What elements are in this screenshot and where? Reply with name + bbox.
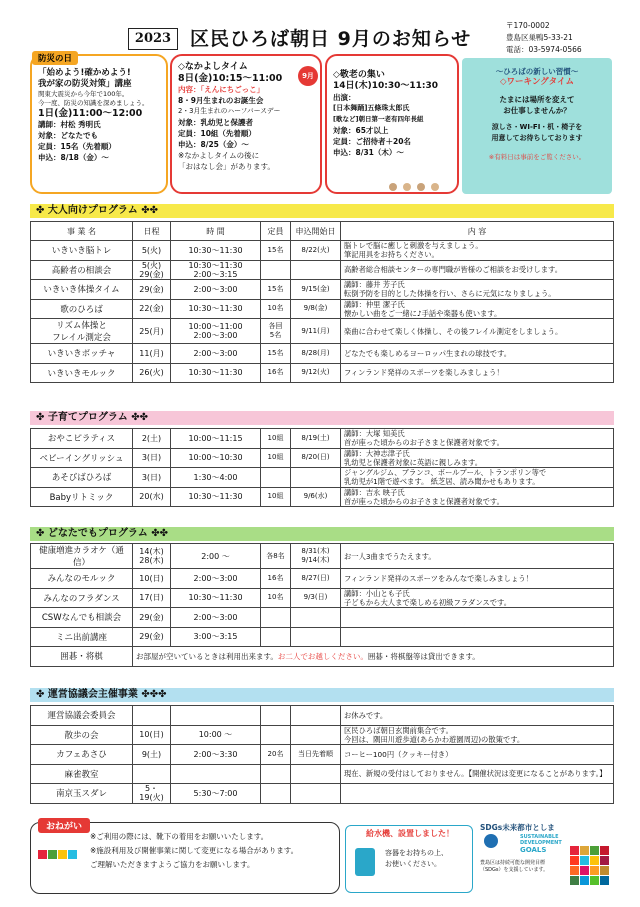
nakayoshi-theme: 内容：「えんにちごっこ」 <box>178 85 265 94</box>
section-kids-title: 子育てプログラム <box>47 412 128 423</box>
th-cap: 定員 <box>261 222 291 241</box>
disaster-desc-2: 今一度、防災の知識を深めましょう。 <box>38 99 149 107</box>
cell-date: 29(金) <box>133 608 171 628</box>
cell-cap: 16名 <box>261 569 291 589</box>
cell-time: 10:30～11:30 <box>171 299 261 319</box>
disaster-prep-content <box>38 68 166 163</box>
nakayoshi-target: 対象：乳幼児と保護者 <box>178 118 253 127</box>
cell-name: CSWなんでも相談会 <box>31 608 133 628</box>
cell-date: 14(木) 28(木) <box>133 544 171 569</box>
elderly-performer-2: [歌など]朝日第一老有四年長組 <box>333 115 424 123</box>
cell-content: お一人3曲までうたえます。 <box>341 544 614 569</box>
cell-apply: 8/28(月) <box>291 344 341 364</box>
table-row <box>31 468 614 488</box>
kids-table <box>30 428 614 507</box>
cell-time: 10:30～11:30 <box>171 487 261 507</box>
table-row <box>31 706 614 726</box>
cell-apply <box>291 706 341 726</box>
nakayoshi-apply: 申込：8/25（金）～ <box>178 140 249 149</box>
cell-cap <box>261 608 291 628</box>
disaster-date: 1日(金)11:00～12:00 <box>38 108 143 119</box>
cell-name: みんなのフラダンス <box>31 588 133 608</box>
cell-cap <box>261 725 291 745</box>
cell-content: 講師：藤井 芳子氏 転倒予防を目的とした体操を行い、さらに元気になりましょう。 <box>341 280 614 300</box>
cell-time: 2:00 ～ <box>171 544 261 569</box>
nakayoshi-date: 8日(金)10:15～11:00 <box>178 73 283 84</box>
cell-name: いきいき体操タイム <box>31 280 133 300</box>
notice-content <box>90 830 338 872</box>
cell-cap <box>261 627 291 647</box>
water-title: 給水機、設置しました！ <box>366 829 454 838</box>
table-row <box>31 363 614 383</box>
igo-text-1: お部屋が空いているときは利用出来ます。 <box>136 651 278 661</box>
cell-content: コーヒー100円（クッキー付き） <box>341 745 614 765</box>
cell-time: 1:30～4:00 <box>171 468 261 488</box>
table-row <box>31 544 614 569</box>
table-row <box>31 569 614 589</box>
cell-cap: 10名 <box>261 299 291 319</box>
cell-time: 10:00 ～ <box>171 725 261 745</box>
nakayoshi-title: ◇なかよしタイム <box>178 62 248 72</box>
table-row <box>31 344 614 364</box>
table-row <box>31 299 614 319</box>
table-row <box>31 241 614 261</box>
cell-time: 10:00～10:30 <box>171 448 261 468</box>
notice-line-3: ご理解いただきますようご協力をお願いします。 <box>90 860 255 869</box>
cell-content: 講師：大塚 知美氏 首が座った頃からのお子さまと保護者対象です。 <box>341 429 614 449</box>
cell-date: 26(火) <box>133 363 171 383</box>
elderly-content <box>333 70 457 158</box>
working-title: ◇ワーキングタイム <box>500 77 574 87</box>
th-name: 事 業 名 <box>31 222 133 241</box>
notice-line-2: ※施設利用及び開催事業に関して変更になる場合があります。 <box>90 846 299 855</box>
cell-date: 29(金) <box>133 627 171 647</box>
cell-date: 5(火) 29(金) <box>133 260 171 280</box>
cell-name: いきいきモルック <box>31 363 133 383</box>
phone: 電話：03-5974-0566 <box>506 45 582 54</box>
cell-apply: 8/31(木) 9/14(木) <box>291 544 341 569</box>
table-row <box>31 429 614 449</box>
cell-content: どなたでも楽しめるヨーロッパ生まれの球技です。 <box>341 344 614 364</box>
cell-time: 2:00～3:00 <box>171 344 261 364</box>
cell-name: ミニ出前講座 <box>31 627 133 647</box>
section-council-title: 運営協議会主催事業 <box>47 689 138 700</box>
cell-cap: 各8名 <box>261 544 291 569</box>
elderly-target: 対象：65才以上 <box>333 126 389 135</box>
postal-code: 〒170-0002 <box>506 21 550 30</box>
igo-name: 囲碁・将棋 <box>31 647 133 667</box>
table-row <box>31 487 614 507</box>
working-text-2: お仕事しませんか？ <box>503 106 571 115</box>
cell-name: おやこピラティス <box>31 429 133 449</box>
table-row <box>31 647 614 667</box>
notice-line-1: ※ご利用の際には、靴下の着用をお願いいたします。 <box>90 832 269 841</box>
cell-date: 3(日) <box>133 468 171 488</box>
table-row <box>31 608 614 628</box>
cell-apply: 9/12(火) <box>291 363 341 383</box>
cell-cap: 15名 <box>261 344 291 364</box>
cell-apply <box>291 764 341 784</box>
table-row <box>31 764 614 784</box>
cell-time <box>171 764 261 784</box>
nakayoshi-note-2: 「おはなし会」があります。 <box>178 162 275 171</box>
cell-content: 講師：仲里 潔子氏 懐かしい曲をご一緒に♪手話や楽器も使います。 <box>341 299 614 319</box>
cell-time <box>171 706 261 726</box>
working-text-4: 用意してお待ちしております <box>491 134 583 142</box>
cell-date: 22(金) <box>133 299 171 319</box>
section-adult-bar: ✤ 大人向けプログラム ✤✤ <box>30 204 614 218</box>
cell-date: 9(土) <box>133 745 171 765</box>
nakayoshi-bday: 8・9月生まれのお誕生会 <box>178 96 264 105</box>
disaster-title-1: 「始めよう!確かめよう! <box>38 68 131 78</box>
sdg-goal-icon <box>58 850 67 859</box>
water-line-2: お使いください。 <box>385 860 441 868</box>
cell-cap <box>261 706 291 726</box>
table-row <box>31 745 614 765</box>
cell-cap <box>261 764 291 784</box>
cell-name: 運営協議会委員会 <box>31 706 133 726</box>
cell-time: 10:30～11:30 <box>171 241 261 261</box>
cell-apply: 9/6(水) <box>291 487 341 507</box>
cell-name: 散歩の会 <box>31 725 133 745</box>
notice-tag: おねがい <box>38 818 90 833</box>
sdgs-logo-line-1: SUSTAINABLE <box>520 834 559 840</box>
nakayoshi-note-1: ※なかよしタイムの後に <box>178 151 260 160</box>
cell-date: 25(月) <box>133 319 171 344</box>
cell-name: 高齢者の相談会 <box>31 260 133 280</box>
table-row <box>31 280 614 300</box>
cell-name: カフェあさひ <box>31 745 133 765</box>
disaster-day-tag: 防災の日 <box>32 51 78 65</box>
page-title: 区民ひろば朝日 9月のお知らせ <box>190 28 472 50</box>
cell-name: 歌のひろば <box>31 299 133 319</box>
cell-name: いきいきボッチャ <box>31 344 133 364</box>
cell-content: フィンランド発祥のスポーツをみんなで楽しみましょう！ <box>341 569 614 589</box>
cell-name: あそびばひろば <box>31 468 133 488</box>
sdg-icons-notice <box>38 850 77 859</box>
cell-date: 2(土) <box>133 429 171 449</box>
cell-date: 5・19(火) <box>133 784 171 804</box>
address: 豊島区巣鴨5-33-21 <box>506 33 573 42</box>
cell-content: 楽曲に合わせて楽しく体操し、その後フレイル測定をしましょう。 <box>341 319 614 344</box>
cell-time: 10:30～11:30 <box>171 588 261 608</box>
disaster-apply: 申込：8/18（金）～ <box>38 153 109 162</box>
year-label: 2023 <box>128 28 178 50</box>
elderly-perform-label: 出演： <box>333 93 356 102</box>
th-apply: 申込開始日 <box>291 222 341 241</box>
address-block <box>506 20 582 56</box>
sdgs-text <box>480 860 548 874</box>
sdgs-title: SDGs未来都市としま <box>480 823 555 832</box>
cell-date: 10(日) <box>133 569 171 589</box>
cell-time: 2:00～3:30 <box>171 745 261 765</box>
cell-date: 17(日) <box>133 588 171 608</box>
water-dispenser-icon <box>355 848 375 876</box>
elderly-date: 14日(木)10:30～11:30 <box>333 81 439 91</box>
sdgs-text-2: （SDGs）を支援しています。 <box>480 867 549 873</box>
th-date: 日程 <box>133 222 171 241</box>
cell-content: 講師：吉永 映子氏 首が座った頃からのお子さまと保護者対象です。 <box>341 487 614 507</box>
cell-apply <box>291 725 341 745</box>
cell-content: 現在、新規の受付はしておりません。【開催状況は変更になることがあります。】 <box>341 764 614 784</box>
cell-date <box>133 764 171 784</box>
working-text-1: たまには場所を変えて <box>499 95 575 104</box>
cell-date: 20(水) <box>133 487 171 507</box>
th-content: 内 容 <box>341 222 614 241</box>
cell-apply <box>291 784 341 804</box>
cell-name: 麻雀教室 <box>31 764 133 784</box>
cell-apply: 9/8(金) <box>291 299 341 319</box>
section-council-bar: ✤ 運営協議会主催事業 ✤✤✤ <box>30 688 614 702</box>
table-row <box>31 319 614 344</box>
cell-time: 10:30～11:30 2:00～3:15 <box>171 260 261 280</box>
nakayoshi-half-bday: 2・3月生まれのハーフバースデー <box>178 107 281 115</box>
section-kids-bar: ✤ 子育てプログラム ✤✤ <box>30 411 614 425</box>
cell-content: 区民ひろば朝日玄関前集合です。 今回は、隅田川遊歩道(あらかわ遊園周辺)の散策です。 <box>341 725 614 745</box>
disaster-target: 対象：どなたでも <box>38 131 98 140</box>
cell-time: 3:00～3:15 <box>171 627 261 647</box>
elderly-capacity: 定員：ご招待者＋20名 <box>333 137 411 146</box>
cell-cap <box>261 260 291 280</box>
cell-cap: 10組 <box>261 487 291 507</box>
cell-date: 5(火) <box>133 241 171 261</box>
toshima-logo-icon <box>484 834 498 848</box>
table-row <box>31 448 614 468</box>
table-row <box>31 725 614 745</box>
disaster-lecturer: 講師：村松 秀明氏 <box>38 120 101 129</box>
cell-date: 29(金) <box>133 280 171 300</box>
section-anyone-bar: ✤ どなたでもプログラム ✤✤ <box>30 527 614 541</box>
cell-time: 2:00～3:00 <box>171 569 261 589</box>
disaster-title-2: 我が家の防災対策」講座 <box>38 79 132 89</box>
cell-name: ベビーイングリッシュ <box>31 448 133 468</box>
cell-date <box>133 706 171 726</box>
lantern-icon: 9月 <box>298 66 318 86</box>
table-row <box>31 627 614 647</box>
elderly-title: ◇敬老の集い <box>333 70 385 80</box>
nakayoshi-content <box>178 62 318 172</box>
sdgs-text-1: 豊島区は持続可能な開発目標 <box>480 860 546 866</box>
cell-content: フィンランド発祥のスポーツを楽しみましょう！ <box>341 363 614 383</box>
cell-content: お休みです。 <box>341 706 614 726</box>
cell-time: 2:00～3:00 <box>171 280 261 300</box>
cell-content: 脳トレで脳に癒しと刺激を与えましょう。 筆記用具をお持ちください。 <box>341 241 614 261</box>
working-time-content <box>466 66 608 163</box>
nakayoshi-capacity: 定員：10組（先着順） <box>178 129 256 138</box>
th-time: 時 間 <box>171 222 261 241</box>
cell-cap: 各回 5名 <box>261 319 291 344</box>
cell-date: 11(月) <box>133 344 171 364</box>
cell-apply: 8/22(火) <box>291 241 341 261</box>
sdgs-logo-line-3: GOALS <box>520 846 547 854</box>
cell-apply: 8/27(日) <box>291 569 341 589</box>
cell-name: みんなのモルック <box>31 569 133 589</box>
cell-time: 10:30～11:30 <box>171 363 261 383</box>
working-text-3: 涼しさ・WI-FI・机・椅子を <box>491 123 583 131</box>
elderly-illustration-icon <box>385 182 445 192</box>
anyone-table <box>30 543 614 667</box>
sdg-goal-icon <box>48 850 57 859</box>
water-line-1: 容器をお持ちの上、 <box>385 849 448 857</box>
working-note: ※有料日は事前をご覧ください。 <box>488 153 586 161</box>
cell-content: 高齢者総合相談センターの専門職が皆様のご相談をお受けします。 <box>341 260 614 280</box>
elderly-apply: 申込：8/31（木）～ <box>333 148 404 157</box>
cell-date: 10(日) <box>133 725 171 745</box>
council-table <box>30 705 614 804</box>
cell-cap: 10組 <box>261 448 291 468</box>
cell-cap: 15名 <box>261 241 291 261</box>
cell-content <box>341 608 614 628</box>
water-content <box>385 848 448 870</box>
cell-cap: 16名 <box>261 363 291 383</box>
cell-apply: 8/19(土) <box>291 429 341 449</box>
cell-time: 10:00～11:00 2:00～3:00 <box>171 319 261 344</box>
working-habit: ～ひろばの新しい習慣～ <box>495 67 579 76</box>
cell-name: 健康増進カラオケ（通信） <box>31 544 133 569</box>
elderly-performer-1: [日本舞踊]五條珠太郎氏 <box>333 104 410 112</box>
cell-apply <box>291 627 341 647</box>
cell-time: 5:30～7:00 <box>171 784 261 804</box>
cell-content <box>341 627 614 647</box>
cell-apply: 9/11(月) <box>291 319 341 344</box>
cell-time: 2:00～3:00 <box>171 608 261 628</box>
cell-cap: 10名 <box>261 588 291 608</box>
table-row <box>31 588 614 608</box>
sdg-goal-icon <box>38 850 47 859</box>
cell-time: 10:00～11:15 <box>171 429 261 449</box>
cell-cap: 20名 <box>261 745 291 765</box>
sdgs-logo <box>520 834 562 854</box>
adult-table <box>30 221 614 383</box>
cell-content: 講師：大神志津子氏 乳幼児と保護者対象に英語に親しみます。 <box>341 448 614 468</box>
cell-name: リズム体操と フレイル測定会 <box>31 319 133 344</box>
section-adult-title: 大人向けプログラム <box>47 205 138 216</box>
cell-date: 3(日) <box>133 448 171 468</box>
cell-apply <box>291 608 341 628</box>
cell-content: ジャングルジム、ブランコ、ボールプール、トランポリン等で 乳幼児が1階で遊べます。 紙芝居、読み聞かせもあります。 <box>341 468 614 488</box>
cell-apply <box>291 260 341 280</box>
cell-apply: 8/20(日) <box>291 448 341 468</box>
table-row <box>31 260 614 280</box>
cell-cap <box>261 784 291 804</box>
cell-content: 講師：小山とも子氏 子どもから大人まで楽しめる初級フラダンスです。 <box>341 588 614 608</box>
sdgs-logo-line-2: DEVELOPMENT <box>520 840 562 846</box>
igo-text-2: お二人でお越しください。 <box>277 651 368 661</box>
cell-cap: 10組 <box>261 429 291 449</box>
cell-apply <box>291 468 341 488</box>
cell-apply: 9/3(日) <box>291 588 341 608</box>
cell-name: いきいき脳トレ <box>31 241 133 261</box>
cell-content <box>341 784 614 804</box>
table-header-row <box>31 222 614 241</box>
igo-text-3: 囲碁・将棋盤等は貸出できます。 <box>367 651 480 661</box>
cell-name: 南京玉スダレ <box>31 784 133 804</box>
cell-cap <box>261 468 291 488</box>
cell-cap: 15名 <box>261 280 291 300</box>
igo-content <box>133 647 614 667</box>
cell-apply: 当日先着順 <box>291 745 341 765</box>
sdg-wheel-icon <box>570 846 609 885</box>
disaster-capacity: 定員：15名（先着順） <box>38 142 116 151</box>
cell-apply: 9/15(金) <box>291 280 341 300</box>
table-row <box>31 784 614 804</box>
disaster-desc-1: 関東大震災から今年で100年。 <box>38 90 129 98</box>
section-anyone-title: どなたでもプログラム <box>47 528 148 539</box>
sdg-goal-icon <box>68 850 77 859</box>
cell-name: Babyリトミック <box>31 487 133 507</box>
